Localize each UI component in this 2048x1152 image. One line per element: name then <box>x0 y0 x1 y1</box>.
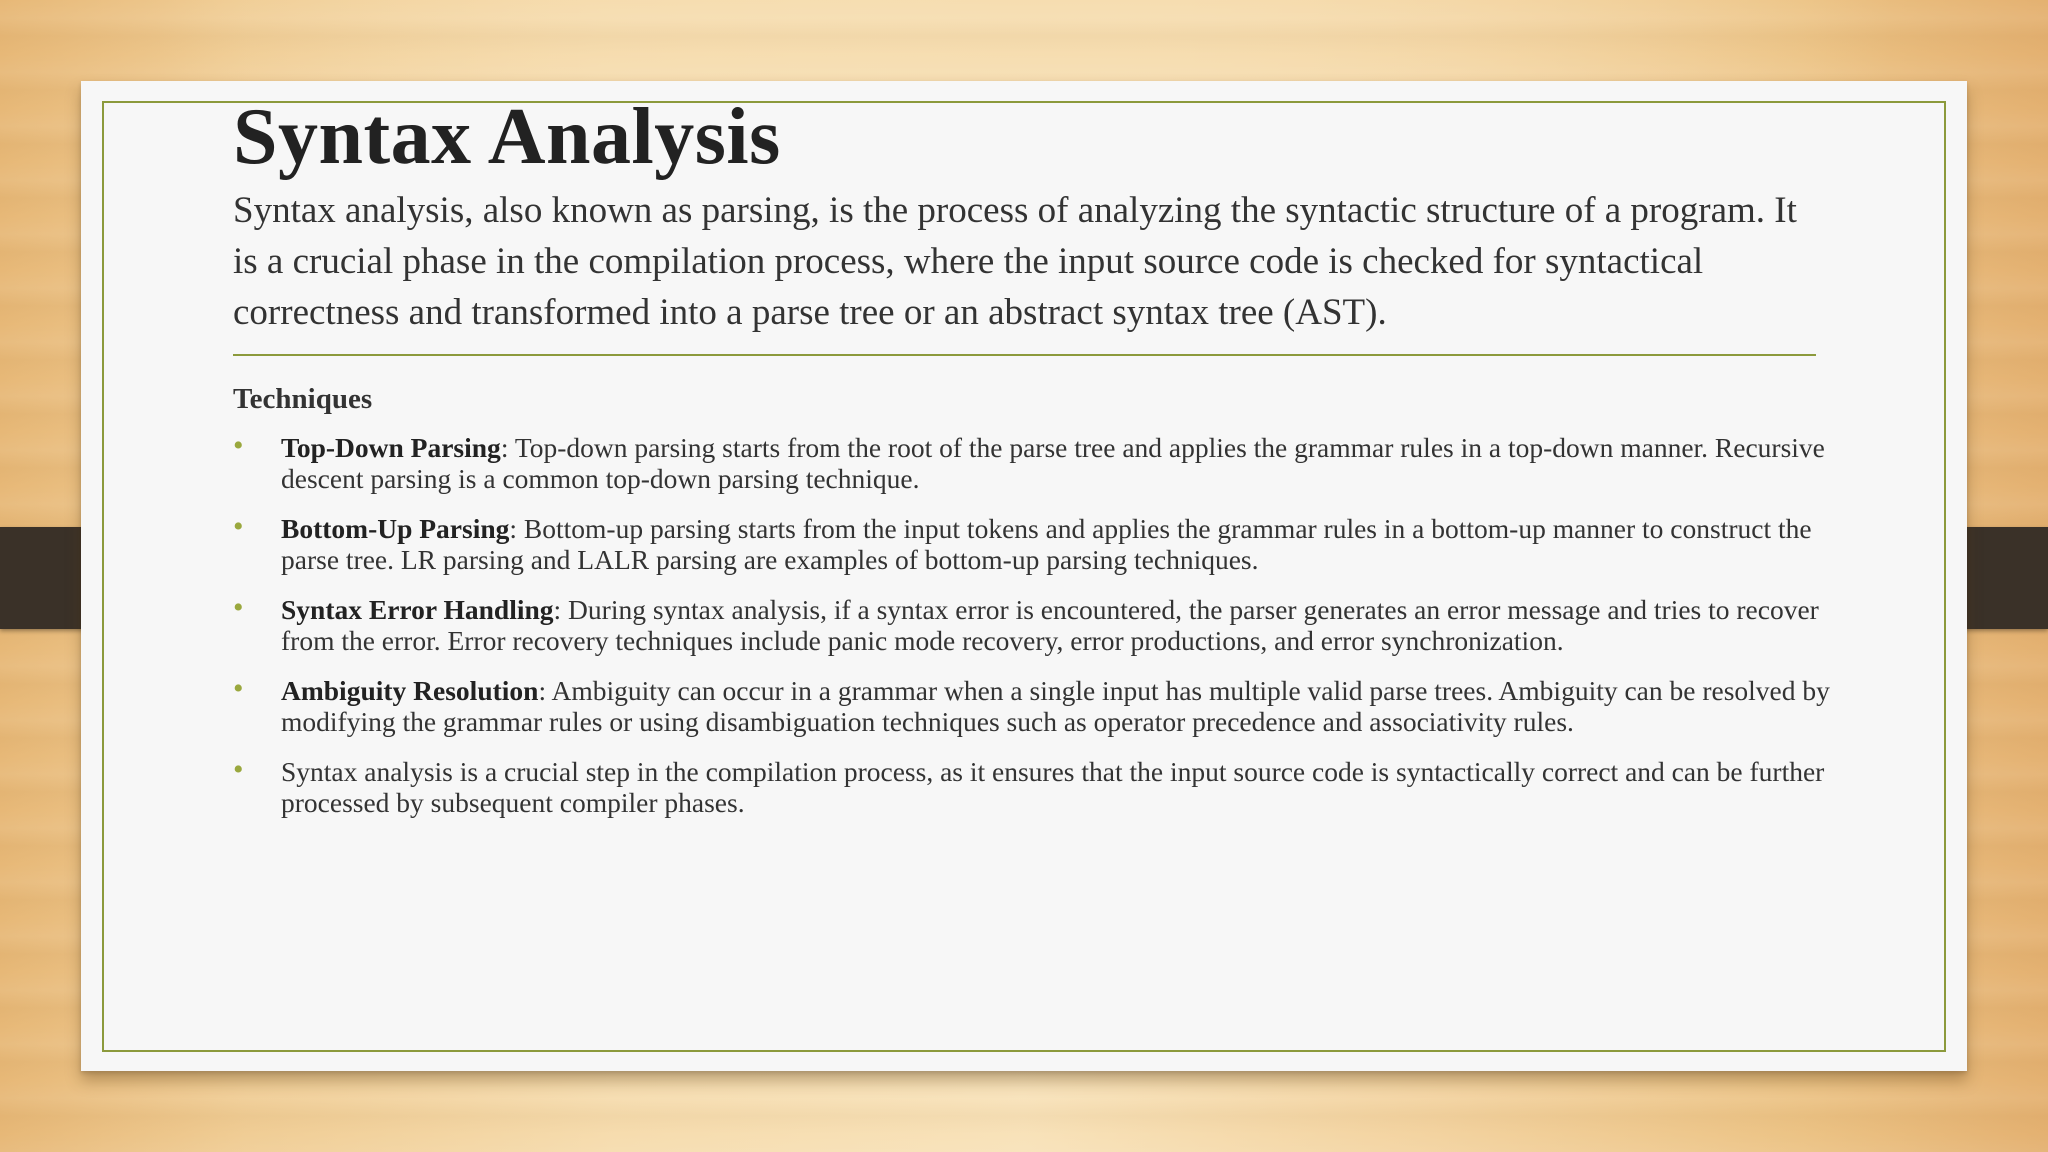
technique-item-error-handling <box>233 591 1873 656</box>
technique-term: Ambiguity Resolution <box>281 675 539 706</box>
technique-term: Top-Down Parsing <box>281 432 501 463</box>
technique-description: : Bottom-up parsing starts from the input tokens and applies the grammar rules in a bottom-up manner to construct the parse tree. LR parsing and LALR parsing are examples of bottom-up parsing techniques. <box>281 513 1812 575</box>
technique-term: Bottom-Up Parsing <box>281 513 510 544</box>
technique-item-top-down <box>233 429 1873 494</box>
slide <box>81 81 1967 1071</box>
technique-description: : During syntax analysis, if a syntax error is encountered, the parser generates an error message and tries to recover from the error. Error recovery techniques include panic mode recovery, error productions, and error synchronization. <box>281 594 1819 656</box>
techniques-list <box>233 429 1873 818</box>
intro-paragraph: Syntax analysis, also known as parsing, is the process of analyzing the syntactic structure of a program. It is a crucial phase in the compilation process, where the input source code is checked for syntactical correctness and transformed into a parse tree or an abstract syntax tree (AST). <box>233 190 1797 333</box>
divider-rule <box>233 354 1816 356</box>
technique-item-ambiguity <box>233 672 1873 737</box>
bullet-icon: • <box>233 672 244 705</box>
bullet-icon: • <box>233 510 244 543</box>
bullet-icon: • <box>233 429 244 462</box>
technique-description: Syntax analysis is a crucial step in the compilation process, as it ensures that the input source code is syntactically correct and can be further processed by subsequent compiler phases. <box>281 756 1825 818</box>
technique-item-bottom-up <box>233 510 1873 575</box>
technique-item-summary <box>233 753 1873 818</box>
slide-title: Syntax Analysis <box>233 93 781 181</box>
bullet-icon: • <box>233 591 244 624</box>
bullet-icon: • <box>233 753 244 786</box>
technique-description: : Top-down parsing starts from the root of the parse tree and applies the grammar rules in a top-down manner. Recursive descent parsing is a common top-down parsing technique. <box>281 432 1825 494</box>
technique-term: Syntax Error Handling <box>281 594 554 625</box>
technique-description: : Ambiguity can occur in a grammar when a single input has multiple valid parse trees. Ambiguity can be resolved by modifying the grammar rules or using disambiguation techniques such as operator precedence and associativity rules. <box>281 675 1830 737</box>
slide-content <box>233 95 1873 837</box>
section-heading: Techniques <box>233 383 373 415</box>
